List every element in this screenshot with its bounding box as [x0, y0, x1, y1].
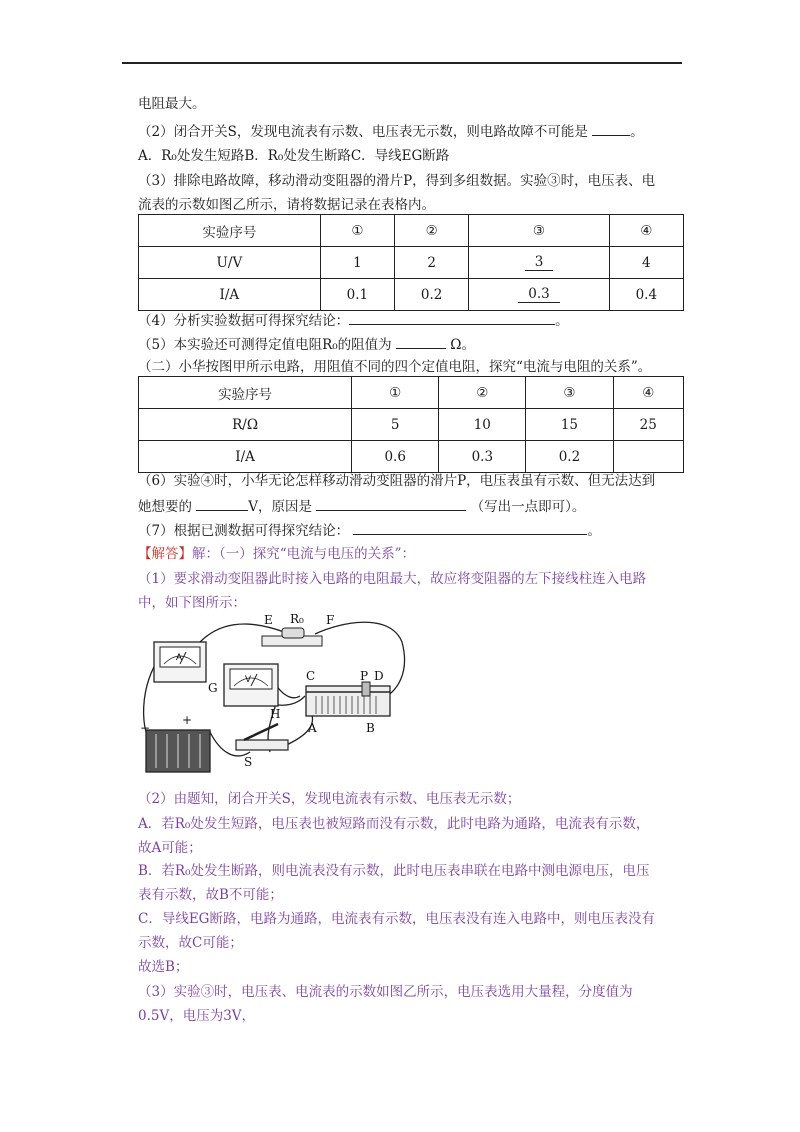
answer-text: 0.5V，电压为3V， [138, 1008, 256, 1024]
table-row [139, 215, 684, 247]
table-cell [613, 441, 684, 473]
table-cell: 5 [352, 409, 439, 441]
voltage-data-table [138, 214, 684, 311]
answer-text: A．若R₀处发生短路，电压表也被短路而没有示数，此时电路为通路，电流表有示数， [138, 816, 650, 832]
table-cell: 10 [439, 409, 526, 441]
table-cell: 0.1 [320, 279, 394, 311]
answer-text: 故选B； [138, 959, 189, 975]
resistance-data-table [138, 376, 684, 473]
table-cell: ④ [613, 377, 684, 409]
answer-text: （2）由题知，闭合开关S，发现电流表有示数、电压表无示数； [138, 791, 521, 807]
answer-blank[interactable] [353, 520, 587, 535]
switch-icon [236, 724, 288, 750]
label-minus: − [140, 721, 151, 735]
answer-heading: 【解答】解：（一）探究“电流与电压的关系”： [138, 546, 416, 562]
table-row [139, 279, 684, 311]
answer-text: （1）要求滑动变阻器此时接入电路的电阻最大，故应将变阻器的左下接线柱连入电路 [138, 571, 647, 587]
table-cell: 4 [609, 247, 683, 279]
answer-text: 故A可能； [138, 840, 202, 856]
table-cell: 0.2 [395, 279, 469, 311]
question-4: （4）分析实验数据可得探究结论： 。 [138, 310, 569, 330]
table-cell: 0.2 [526, 441, 613, 473]
label-c: C [306, 669, 316, 683]
text-line: 电阻最大。 [138, 96, 206, 112]
table-cell: U/V [139, 247, 321, 279]
question-6-line2: 她想要的 V，原因是 （写出一点即可）。 [138, 496, 585, 516]
answer-text: C．导线EG断路，电路为通路，电流表有示数，电压表没有连入电路中，则电压表没有 [138, 911, 655, 927]
table-cell: ③ [526, 377, 613, 409]
label-f: F [326, 613, 335, 627]
table-cell: 15 [526, 409, 613, 441]
label-r0: R₀ [290, 612, 304, 626]
table-cell: I/A [139, 279, 321, 311]
label-b-terminal: B [366, 721, 375, 735]
question-2-options: A．R₀处发生短路B．R₀处发生断路C．导线EG断路 [138, 148, 450, 164]
table-cell: ② [395, 215, 469, 247]
header-rule [122, 62, 682, 64]
table-row [139, 247, 684, 279]
answer-blank[interactable] [396, 334, 446, 349]
label-p: P [360, 669, 369, 683]
filled-answer: 0.3 [518, 287, 559, 303]
label-s: S [244, 755, 253, 769]
table-cell-answer [469, 247, 609, 279]
answer-blank[interactable] [349, 310, 555, 325]
table-cell: ③ [469, 215, 609, 247]
answer-text: （3）实验③时，电压表、电流表的示数如图乙所示，电压表选用大量程，分度值为 [138, 984, 633, 1000]
table-cell: ② [439, 377, 526, 409]
question-6-line1: （6）实验④时，小华无论怎样移动滑动变阻器的滑片P，电压表虽有示数、但无法达到 [138, 473, 656, 489]
table-cell: 1 [320, 247, 394, 279]
answer-blank[interactable] [592, 121, 630, 136]
table-cell: 2 [395, 247, 469, 279]
table-cell: 0.6 [352, 441, 439, 473]
label-e: E [264, 613, 273, 627]
ammeter-label: A [176, 652, 183, 662]
ammeter-icon [154, 642, 206, 682]
rheostat-icon [306, 682, 390, 716]
table-row [139, 377, 684, 409]
table-cell: 实验序号 [139, 377, 352, 409]
label-h: H [270, 707, 281, 721]
table-row [139, 409, 684, 441]
part-2-heading: （二）小华按图甲所示电路，用阻值不同的四个定值电阻，探究“电流与电阻的关系”。 [138, 359, 652, 375]
battery-icon [146, 730, 210, 772]
answer-text: 中，如下图所示： [138, 595, 246, 611]
label-a-terminal: A [308, 721, 317, 735]
table-cell: 0.4 [609, 279, 683, 311]
table-cell: R/Ω [139, 409, 352, 441]
answer-text: 表有示数，故B不可能； [138, 887, 283, 903]
voltmeter-icon [224, 664, 278, 706]
table-cell: ① [320, 215, 394, 247]
label-d: D [374, 669, 384, 683]
question-2: （2）闭合开关S，发现电流表有示数、电压表无示数，则电路故障不可能是 。 [138, 121, 644, 141]
table-cell: I/A [139, 441, 352, 473]
answer-tag: 【解答】 [138, 546, 192, 562]
filled-answer: 3 [525, 255, 554, 271]
voltmeter-label: V [245, 674, 252, 684]
table-cell: ④ [609, 215, 683, 247]
answer-text: 示数，故C可能； [138, 935, 243, 951]
table-cell-answer [469, 279, 609, 311]
table-cell: 25 [613, 409, 684, 441]
table-cell: 0.3 [439, 441, 526, 473]
question-5: （5）本实验还可测得定值电阻R₀的阻值为 Ω。 [138, 334, 475, 354]
question-3-line2: 流表的示数如图乙所示，请将数据记录在表格内。 [138, 197, 435, 213]
question-3-line1: （3）排除电路故障，移动滑动变阻器的滑片P，得到多组数据。实验③时，电压表、电 [138, 173, 656, 189]
table-row [139, 441, 684, 473]
table-cell: ① [352, 377, 439, 409]
label-g: G [208, 681, 218, 695]
answer-blank[interactable] [316, 496, 466, 511]
question-7: （7）根据已测数据可得探究结论： 。 [138, 520, 601, 540]
circuit-diagram [140, 612, 440, 782]
answer-blank[interactable] [196, 496, 248, 511]
label-plus: + [182, 713, 193, 727]
answer-text: B．若R₀处发生断路，则电流表没有示数，此时电压表串联在电路中测电源电压，电压 [138, 863, 650, 879]
resistor-r0-icon [262, 628, 322, 646]
table-cell: 实验序号 [139, 215, 321, 247]
